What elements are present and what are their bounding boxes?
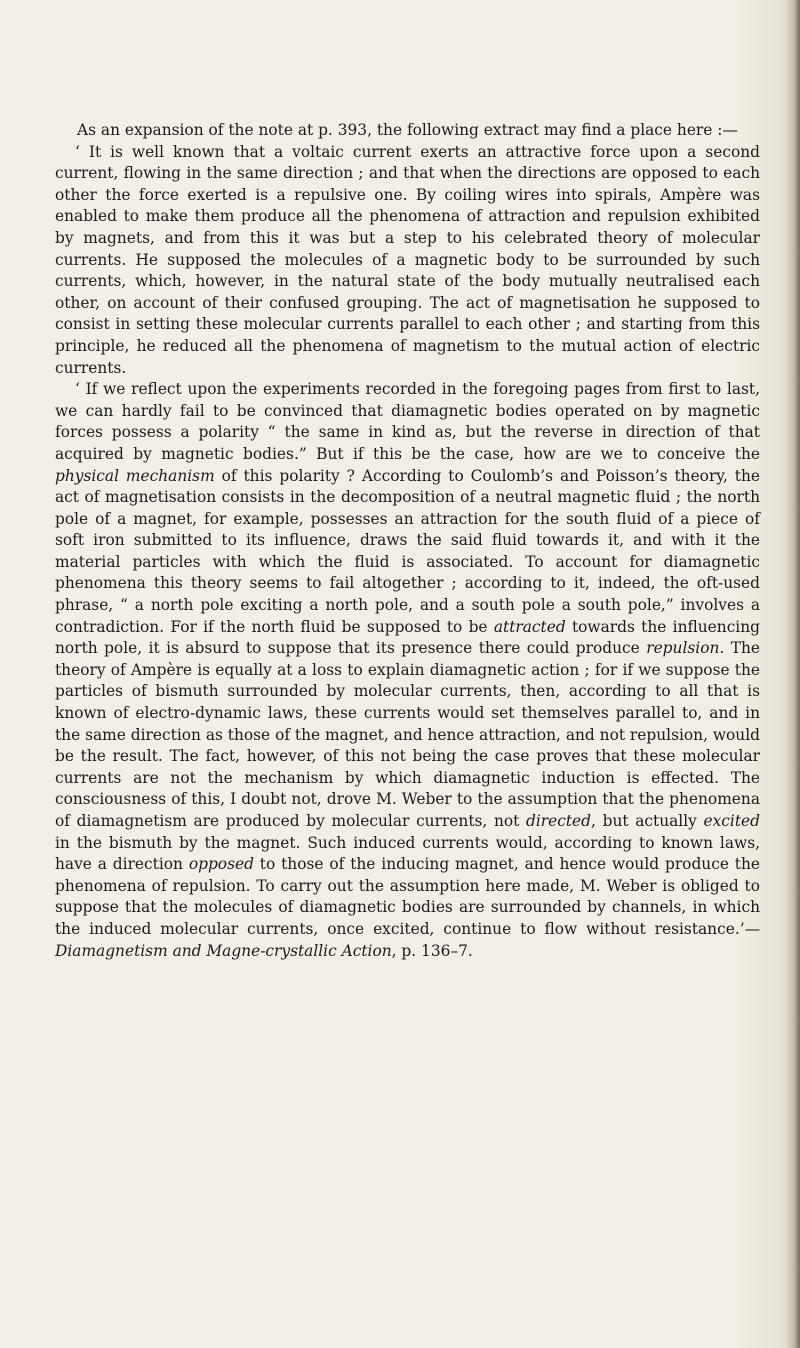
quote2-text-4: . The theory of Ampère is equally at a loss to explain diamagnetic action ; for if we suppose the particles of bismuth surrounded by molecular currents, then, according to all that is known of electro-dynamic laws, these currents would set themselves parallel to, and in the same direction as those of the magnet, and hence attraction, and not repulsion, would be the result. The fact, however, of this not being the case proves that these molecular currents are not the mechanism by which diamagnetic induction is effected. The consciousness of this, I doubt not, drove M. Weber to the assumption that the phenomena of diamagnetism are produced by molecular currents, not [55, 639, 760, 830]
quote2-text-5: , but actually [591, 812, 704, 830]
emphasis-repulsion: repulsion [646, 639, 720, 658]
quote-paragraph-1: ‘ It is well known that a voltaic current exerts an attractive force upon a second current, flowing in the same direction ; and that when the directions are opposed to each other the force exerted is a repulsive one. By coiling wires into spirals, Ampère was enabled to make them produce all the phenomena of attraction and repulsion exhibited by magnets, and from this it was but a step to his celebrated theory of molecular currents. He supposed the molecules of a magnetic body to be surrounded by such currents, which, however, in the natural state of the body mutually neutralised each other, on account of their confused grouping. The act of magnetisation he supposed to consist in setting these molecular currents parallel to each other ; and starting from this principle, he reduced all the phenomena of magnetism to the mutual action of electric currents. [55, 142, 760, 377]
emphasis-directed: directed [526, 812, 592, 830]
quote2-text-6: in the bismuth by the magnet. Such induced currents would, according to known laws, have a direction [55, 833, 760, 874]
page-edge-shadow [786, 0, 800, 1348]
emphasis-attracted: attracted [493, 617, 566, 636]
quote2-text-3: towards the influencing north pole, it is absurd to suppose that its presence there could produce [55, 617, 760, 658]
quote2-text-2: of this polarity ? According to Coulomb’s and Poisson’s theory, the act of magnetisation consists in the decomposition of a neutral magnetic fluid ; the north pole of a magnet, for example, possesses an attraction for the south fluid of a piece of soft iron submitted to its influence, draws the said fluid towards it, and with it the material particles with which the fluid is associated. To account for diamagnetic phenomena this theory seems to fail altogether ; according to it, indeed, the oft-used phrase, “ a north pole exciting a north pole, and a south pole a south pole,” involves a contradiction. For if the north fluid be supposed to be [55, 466, 760, 636]
emphasis-excited: excited [703, 812, 760, 830]
intro-paragraph: As an expansion of the note at p. 393, the following extract may find a place here :— [77, 121, 738, 139]
emphasis-opposed: opposed [188, 855, 254, 874]
citation-title: Diamagnetism and Magne-crystallic Action [55, 941, 392, 960]
quote2-text-7: to those of the inducing magnet, and hence would produce the phenomena of repulsion. To carry out the assumption here made, M. Weber is obliged to suppose that the molecules of diamagnetic bodies are surrounded by channels, in which the induced molecular currents, once excited, continue to flow without resistance.’— [55, 855, 761, 938]
body-text [55, 120, 760, 962]
quote-paragraph-2 [55, 379, 760, 962]
quote2-text-1: ‘ If we reflect upon the experiments recorded in the foregoing pages from first to last, we can hardly fail to be convinced that diamagnetic bodies operated on by magnetic forces possess a polarity “ the same in kind as, but the reverse in direction of that acquired by magnetic bodies.” But if this be the case, how are we to conceive the [55, 380, 760, 463]
citation-page: , p. 136–7. [391, 941, 473, 960]
emphasis-physical-mechanism: physical mechanism [55, 466, 215, 485]
